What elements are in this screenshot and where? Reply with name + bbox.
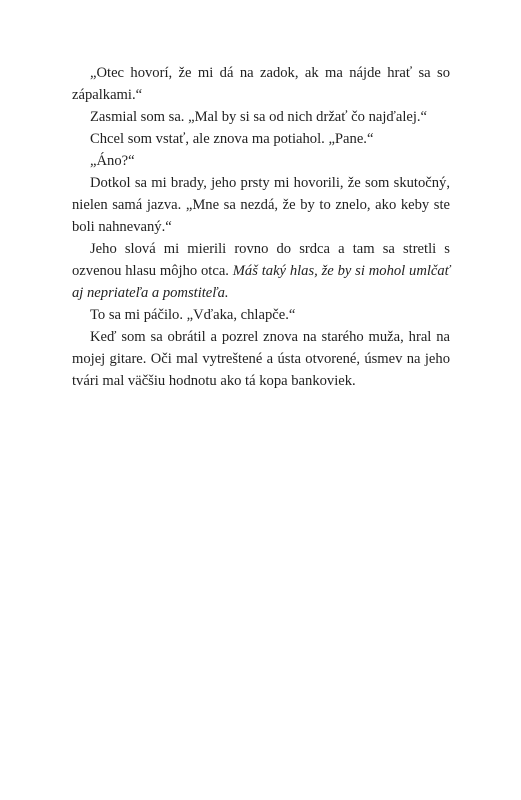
italic-passage: Máš taký hlas, že by si mohol umlčať aj nepriateľa a pomstiteľa.: [72, 263, 451, 301]
paragraph-text: Chcel som vstať, ale znova ma potiahol. „Pane.“: [90, 131, 374, 147]
paragraph-6: [72, 238, 450, 304]
paragraph-text: To sa mi páčilo. „Vďaka, chlapče.“: [90, 307, 296, 323]
paragraph-7: [72, 304, 450, 326]
paragraph-text: „Otec hovorí, že mi dá na zadok, ak ma nájde hrať sa so zápalkami.“: [72, 65, 450, 103]
paragraph-text: Dotkol sa mi brady, jeho prsty mi hovorili, že som skutočný, nielen samá jazva. „Mne sa nezdá, že by to znelo, ako keby ste boli nahnevaný.“: [72, 175, 450, 235]
paragraph-8: [72, 326, 450, 392]
paragraph-3: [72, 128, 450, 150]
paragraph-2: [72, 106, 450, 128]
paragraph-text: Keď som sa obrátil a pozrel znova na starého muža, hral na mojej gitare. Oči mal vytreštené a ústa otvorené, úsmev na jeho tvári mal väčšiu hodnotu ako tá kopa bankoviek.: [72, 329, 450, 389]
paragraph-4: [72, 150, 450, 172]
paragraph-text: „Áno?“: [90, 153, 135, 169]
paragraph-5: [72, 172, 450, 238]
paragraph-1: [72, 62, 450, 106]
body-text: [72, 62, 450, 392]
paragraph-text: Jeho slová mi mierili rovno do srdca a tam sa stretli s ozvenou hlasu môjho otca.: [72, 241, 450, 279]
paragraph-text: Zasmial som sa. „Mal by si sa od nich držať čo najďalej.“: [90, 109, 428, 125]
